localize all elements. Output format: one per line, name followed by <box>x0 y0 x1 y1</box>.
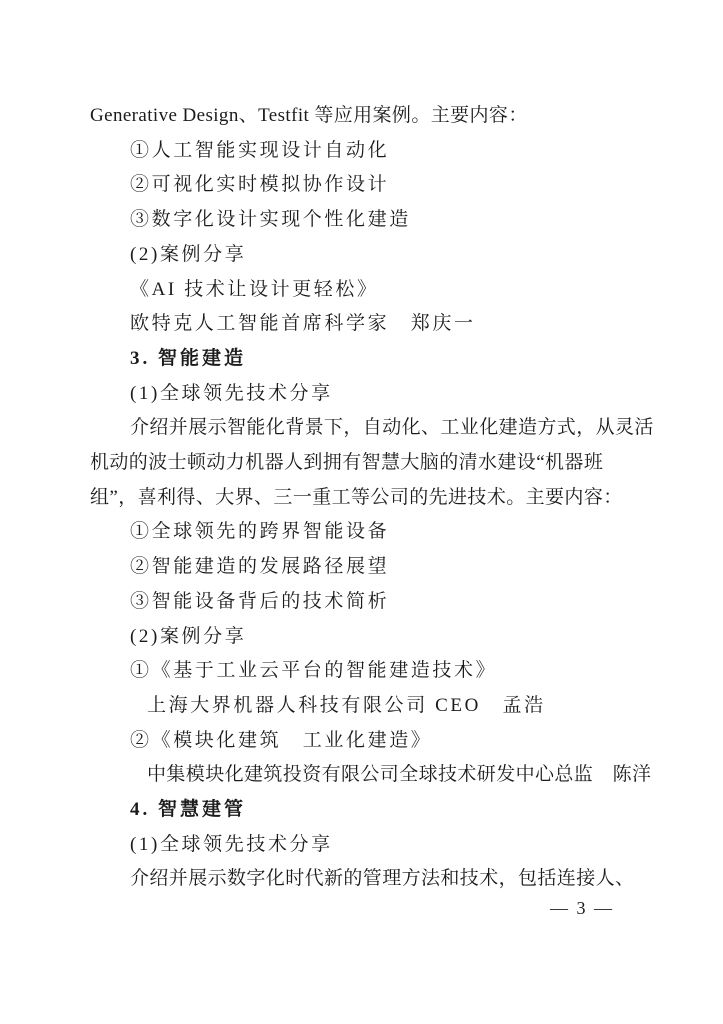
doc-line-speaker: 上海大界机器人科技有限公司 CEO 孟浩 <box>147 694 546 716</box>
doc-line: Generative Design、Testfit 等应用案例。主要内容： <box>90 105 528 126</box>
doc-line-list-item: ②可视化实时模拟协作设计 <box>130 174 390 196</box>
doc-line-subheading: (1)全球领先技术分享 <box>130 382 333 404</box>
doc-line-talk-title: ②《模块化建筑 工业化建造》 <box>130 729 433 751</box>
doc-line-talk-title: 《AI 技术让设计更轻松》 <box>130 278 379 300</box>
doc-line-list-item: ①全球领先的跨界智能设备 <box>130 521 390 543</box>
doc-line-paragraph: 介绍并展示智能化背景下，自动化、工业化建造方式，从灵活 <box>130 417 654 439</box>
doc-line-talk-title: ①《基于工业云平台的智能建造技术》 <box>130 660 498 682</box>
doc-line-paragraph: 组”，喜利得、大界、三一重工等公司的先进技术。主要内容： <box>90 486 623 508</box>
doc-line-subheading: (2)案例分享 <box>130 243 247 265</box>
doc-line-paragraph: 机动的波士顿动力机器人到拥有智慧大脑的清水建设“机器班 <box>90 452 604 474</box>
doc-line-speaker: 欧特克人工智能首席科学家 郑庆一 <box>130 313 476 335</box>
section-heading: 4. 智慧建管 <box>130 799 247 821</box>
page-number: — 3 — <box>550 898 614 918</box>
doc-line-list-item: ②智能建造的发展路径展望 <box>130 556 390 578</box>
doc-line-list-item: ③数字化设计实现个性化建造 <box>130 209 411 231</box>
document-body <box>90 99 654 897</box>
doc-line-paragraph: 介绍并展示数字化时代新的管理方法和技术，包括连接人、 <box>130 868 635 890</box>
doc-line-list-item: ①人工智能实现设计自动化 <box>130 139 390 161</box>
doc-line-subheading: (2)案例分享 <box>130 625 247 647</box>
section-heading: 3. 智能建造 <box>130 347 247 369</box>
doc-line-list-item: ③智能设备背后的技术简析 <box>130 590 390 612</box>
doc-line-subheading: (1)全球领先技术分享 <box>130 833 333 855</box>
doc-line-speaker: 中集模块化建筑投资有限公司全球技术研发中心总监 陈洋 <box>147 764 652 786</box>
